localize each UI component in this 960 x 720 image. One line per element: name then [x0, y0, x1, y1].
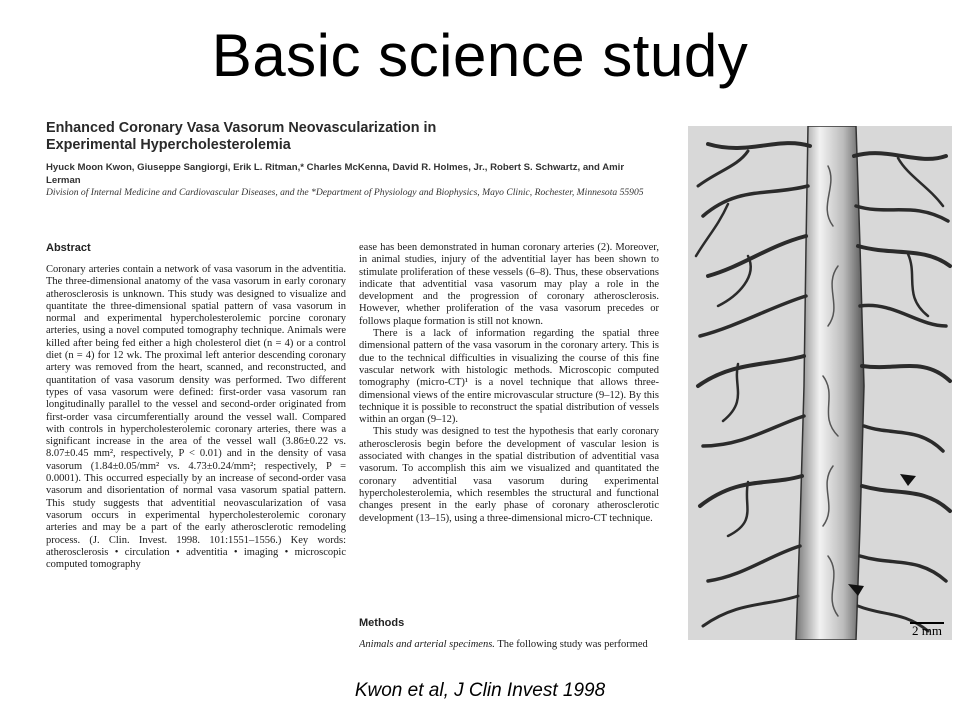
- methods-subheading: Animals and arterial specimens.: [359, 639, 495, 650]
- scale-bar: 2 mm: [912, 623, 942, 638]
- abstract-heading: Abstract: [46, 242, 91, 254]
- intro-paragraph-2: There is a lack of information regarding the spatial three dimensional pattern of the vasa vasorum in the coronary artery. This is due to the technical difficulties in visualizing the course of this fine vascular network with histologic methods. Microscopic computed tomography (micro-CT)¹ is a novel technique that allows three-dimensional views of the entire microvascular structure (9–12). By this technique it is possible to reconstruct the spatial distribution of vessels within an organ (9–12).: [359, 328, 659, 426]
- paper-affiliation: Division of Internal Medicine and Cardiovascular Diseases, and the *Department of Physiology and Biophysics, Mayo Clinic, Rochester, Minnesota 55905: [46, 187, 644, 198]
- paper-excerpt: [36, 112, 676, 657]
- intro-paragraph-3: This study was designed to test the hypothesis that early coronary atherosclerosis begin before the development of vascular lesion is associated with changes in the spatial distribution of adventitial vasa vasorum. To accomplish this aim we visualized and quantitated the coronary adventitial vasa vasorum during experimental hypercholesterolemia, which resembles the structural and functional changes present in the early phase of coronary atherosclerotic development (13–15), using a three-dimensional micro-CT technique.: [359, 426, 659, 524]
- abstract-text: [46, 264, 346, 571]
- methods-first-line: [359, 639, 659, 650]
- abstract-paragraph: Coronary arteries contain a network of vasa vasorum in the adventitia. The three-dimensional anatomy of the vasa vasorum in early coronary atherosclerosis is unknown. This study was designed to visualize and quantitate the three-dimensional spatial pattern of vasa vasorum in normal and experimental hypercholesterolemic porcine coronary arteries, using a novel computed tomography technique. Animals were killed after being fed either a high cholesterol diet (n = 4) or a control diet (n = 4) for 12 wk. The proximal left anterior descending coronary artery was removed from the heart, scanned, and reconstructed, and quantitation of vasa vasorum density was performed. Two different types of vasa vasorum were defined: first-order vasa vasorum ran longitudinally parallel to the vessel and second-order originated from first-order vasa circumferentially around the vessel wall. Compared with controls in hypercholesterolemic coronary arteries, there was a significant increase in the area of the vessel wall (3.86±0.22 vs. 8.07±0.45 mm², respectively, P < 0.01) and in the density of vasa vasorum (1.84±0.05/mm² vs. 4.73±0.24/mm²; respectively, P = 0.0001). This occurred especially by an increase of second-order vasa vasorum and disorientation of normal vasa vasorum spatial pattern. This study suggests that adventitial neovascularization of vasa vasorum occurs in experimental hypercholesterolemic coronary arteries and may be a part of the early atherosclerotic remodeling process. (J. Clin. Invest. 1998. 101:1551–1556.) Key words: atherosclerosis • circulation • adventitia • imaging • microscopic computed tomography: [46, 264, 346, 571]
- methods-text: The following study was performed: [494, 639, 648, 650]
- methods-heading: Methods: [359, 617, 405, 629]
- vessel-illustration: [688, 126, 952, 640]
- micro-ct-vasa-vasorum-image: [688, 126, 952, 640]
- slide-title: Basic science study: [211, 22, 749, 89]
- paper-title: Enhanced Coronary Vasa Vasorum Neovascularization in Experimental Hypercholesterolemia: [46, 120, 437, 153]
- intro-paragraph-1: ease has been demonstrated in human coronary arteries (2). Moreover, in animal studies, injury of the adventitial layer has been shown to stimulate proliferation of these vessels (6–8). Thus, these observations indicate that adventitial vasa vasorum may play a role in the development and the progression of coronary atherosclerosis. However, whether proliferation of the vasa vasorum precedes or follows plaque formation is still not known.: [359, 242, 659, 327]
- paper-authors: Hyuck Moon Kwon, Giuseppe Sangiorgi, Erik L. Ritman,* Charles McKenna, David R. Holmes, Jr., Robert S. Schwartz, and Amir Lerman: [46, 162, 625, 186]
- intro-column: [359, 242, 659, 525]
- citation: Kwon et al, J Clin Invest 1998: [354, 680, 606, 701]
